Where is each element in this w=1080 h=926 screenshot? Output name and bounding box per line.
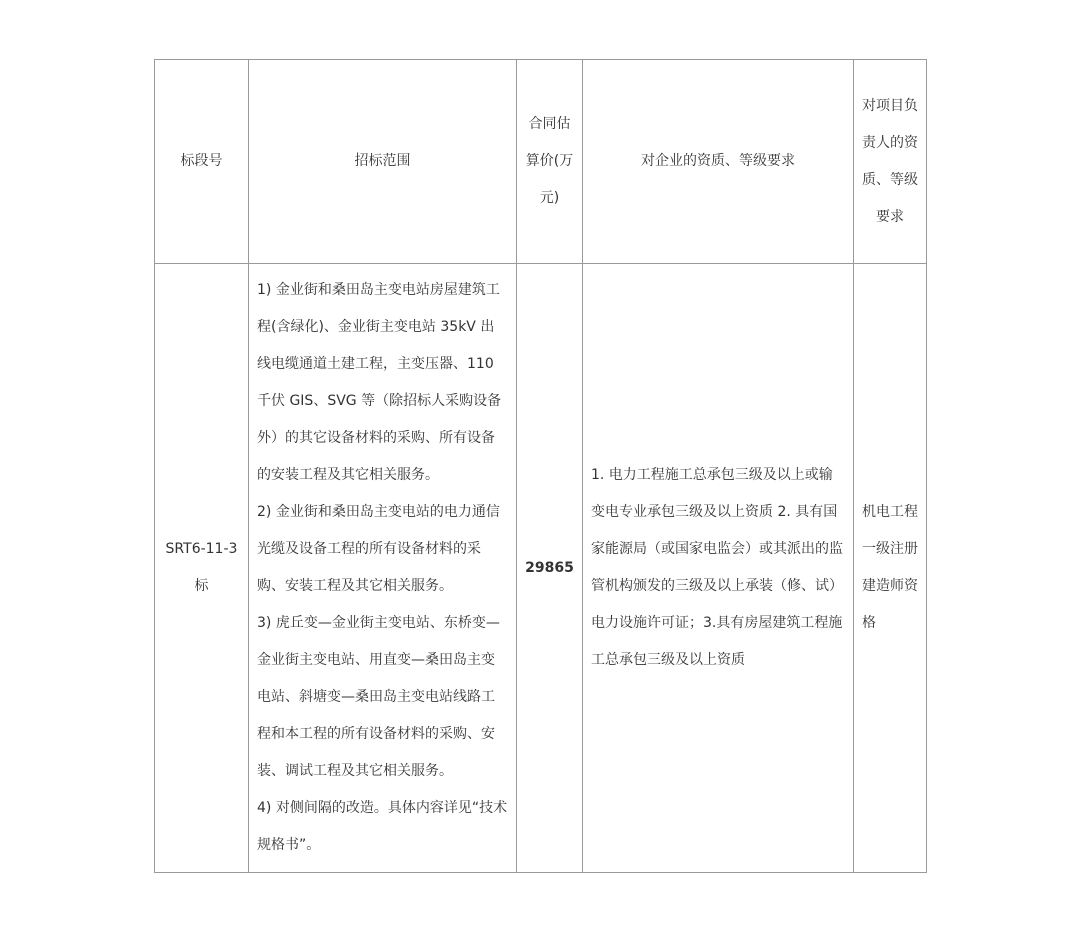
header-price-text: 合同估算价(万元) (525, 116, 574, 206)
scope-item-3: 3) 虎丘变—金业街主变电站、东桥变—金业街主变电站、用直变—桑田岛主变电站、斜塘变—桑田岛主变电站线路工程和本工程的所有设备材料的采购、安装、调试工程及其它相关服务。 (257, 615, 500, 779)
scope-item-1: 1) 金业街和桑田岛主变电站房屋建筑工程(含绿化)、金业街主变电站 35kV 出线电缆通道土建工程，主变压器、110 千伏 GIS、SVG 等（除招标人采购设备外）的其它设备材料的采购、所有设备的安装工程及其它相关服务。 (257, 282, 502, 483)
bid-section-table (154, 59, 927, 873)
cell-scope (249, 264, 517, 873)
scope-item-4: 4) 对侧间隔的改造。具体内容详见“技术规格书”。 (257, 800, 508, 853)
scope-item-2: 2) 金业街和桑田岛主变电站的电力通信光缆及设备工程的所有设备材料的采购、安装工程及其它相关服务。 (257, 504, 500, 594)
cell-price: 29865 (517, 264, 583, 873)
header-pm-req (854, 60, 927, 264)
cell-section-no (155, 264, 249, 873)
header-pm-req-text: 对项目负责人的资质、等级要求 (862, 97, 918, 225)
header-scope: 招标范围 (249, 60, 517, 264)
header-price (517, 60, 583, 264)
section-no-text: SRT6-11-3标 (165, 541, 238, 594)
cell-company-req: 1. 电力工程施工总承包三级及以上或输变电专业承包三级及以上资质 2. 具有国家能源局（或国家电监会）或其派出的监管机构颁发的三级及以上承装（修、试）电力设施许可证；3.具有房屋建筑工程施工总承包三级及以上资质 (583, 264, 854, 873)
cell-pm-req (854, 264, 927, 873)
header-company-req: 对企业的资质、等级要求 (583, 60, 854, 264)
table-row (155, 264, 927, 873)
table-header-row (155, 60, 927, 264)
pm-req-text: 机电工程一级注册建造师资格 (862, 504, 918, 631)
header-section-no: 标段号 (155, 60, 249, 264)
